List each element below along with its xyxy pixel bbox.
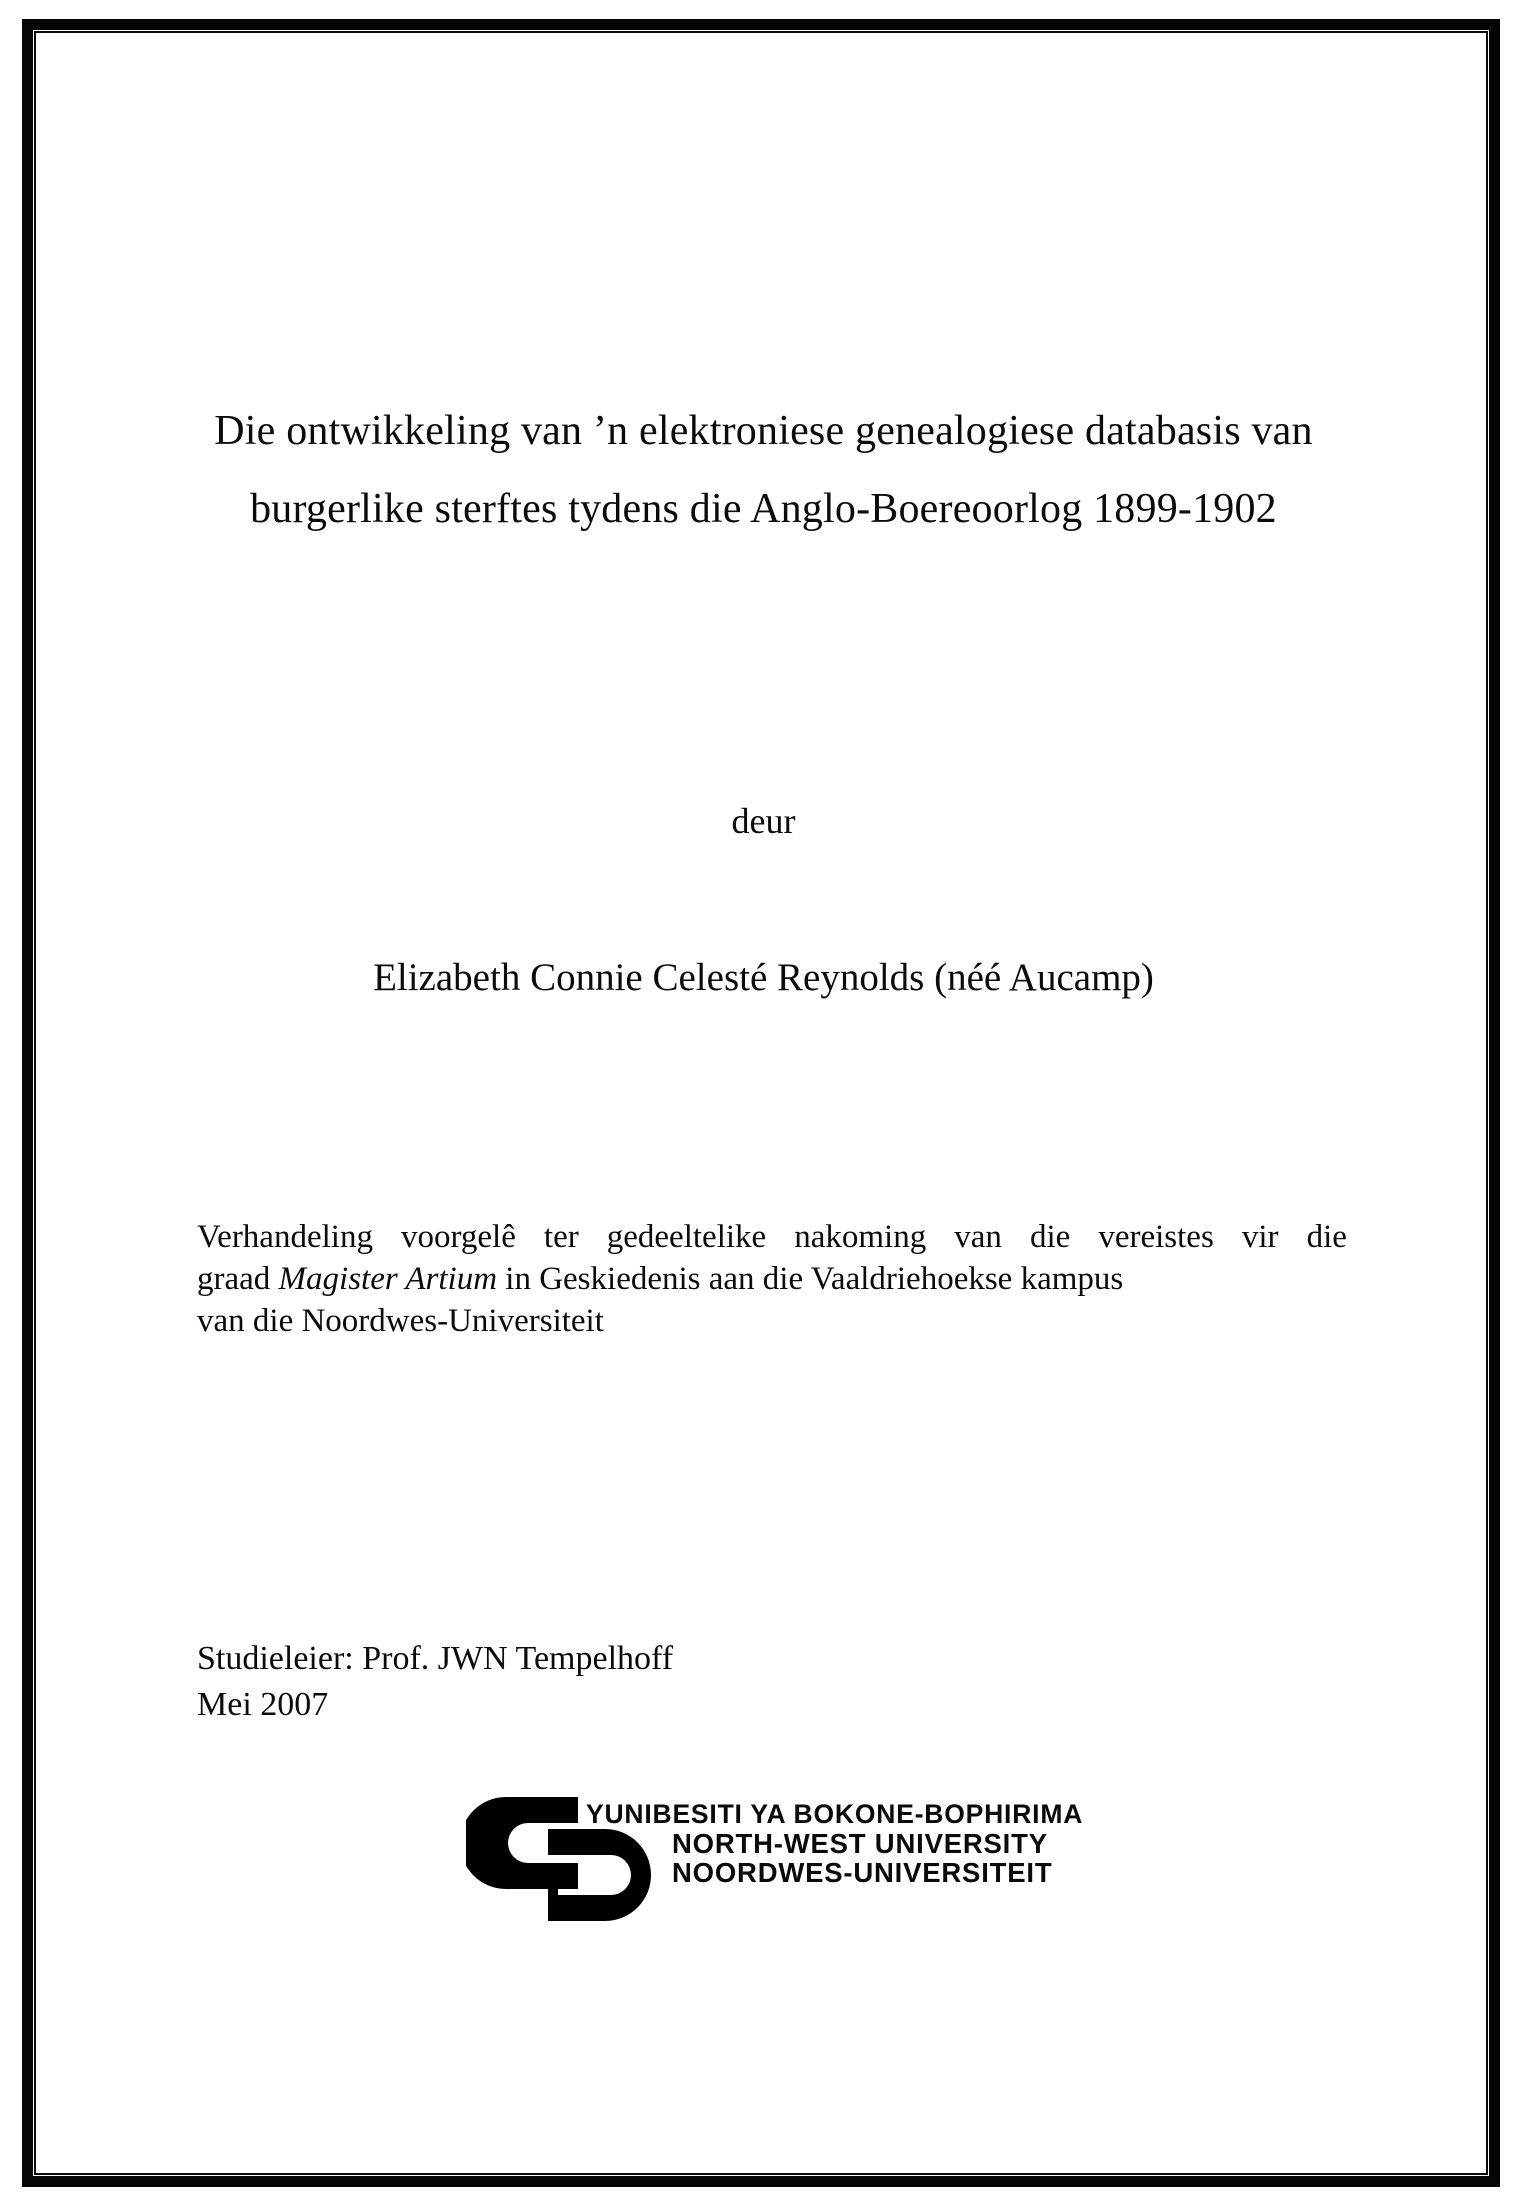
submission-line-1-word: ter	[543, 1219, 579, 1255]
submission-line-2-post: in Geskiedenis aan die Vaaldriehoekse kampus	[497, 1261, 1124, 1297]
date-line: Mei 2007	[197, 1686, 329, 1723]
thesis-title-line-2: burgerlike sterftes tydens die Anglo-Boereoorlog 1899-1902	[250, 486, 1277, 532]
logo-line-english: NORTH-WEST UNIVERSITY	[672, 1828, 1048, 1859]
byline-label: deur	[731, 801, 796, 841]
submission-line-1-word: vereistes	[1098, 1219, 1214, 1255]
supervisor-and-date	[197, 1636, 673, 1728]
submission-line-1-word: die	[1029, 1219, 1071, 1255]
submission-line-1-word: van	[954, 1219, 1002, 1255]
author-name: Elizabeth Connie Celesté Reynolds (néé Aucamp)	[373, 956, 1154, 999]
submission-line-1	[197, 1216, 1347, 1258]
logo-line-setswana: YUNIBESITI YA BOKONE-BOPHIRIMA	[586, 1799, 1084, 1829]
submission-line-1-word: nakoming	[794, 1219, 927, 1255]
degree-name-italic: Magister Artium	[278, 1261, 498, 1297]
submission-line-2	[197, 1258, 1347, 1300]
submission-line-1-word: gedeeltelike	[606, 1219, 767, 1255]
submission-line-2-pre: graad	[197, 1261, 279, 1297]
submission-statement	[197, 1216, 1347, 1342]
thesis-title-line-1: Die ontwikkeling van ’n elektroniese genealogiese databasis van	[214, 408, 1313, 454]
submission-line-1-word: die	[1306, 1219, 1347, 1255]
thesis-title	[0, 392, 1527, 548]
supervisor-line: Studieleier: Prof. JWN Tempelhoff	[197, 1640, 674, 1677]
university-logo-wordmark	[586, 1800, 1083, 1887]
submission-line-1-word: vir	[1241, 1219, 1279, 1255]
submission-line-3: van die Noordwes-Universiteit	[197, 1303, 604, 1339]
university-logo	[466, 1796, 1106, 1966]
logo-line-afrikaans: NOORDWES-UNIVERSITEIT	[672, 1857, 1053, 1888]
submission-line-1-word: Verhandeling	[197, 1219, 373, 1255]
submission-line-1-word: voorgelê	[401, 1219, 516, 1255]
